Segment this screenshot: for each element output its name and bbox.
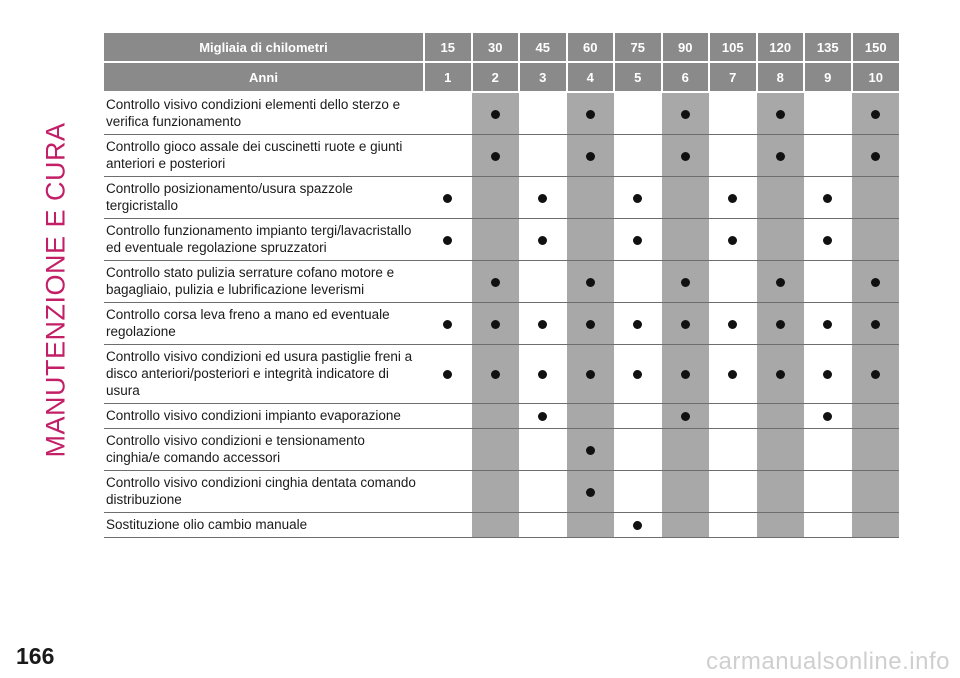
schedule-cell bbox=[709, 471, 757, 513]
schedule-cell bbox=[519, 429, 567, 471]
scheduled-mark bbox=[538, 412, 547, 421]
scheduled-mark bbox=[823, 320, 832, 329]
schedule-cell bbox=[757, 471, 805, 513]
schedule-cell bbox=[662, 92, 710, 135]
scheduled-mark bbox=[586, 488, 595, 497]
scheduled-mark bbox=[491, 110, 500, 119]
scheduled-mark bbox=[538, 194, 547, 203]
schedule-cell bbox=[519, 471, 567, 513]
schedule-cell bbox=[519, 92, 567, 135]
schedule-cell bbox=[472, 135, 520, 177]
schedule-cell bbox=[662, 345, 710, 404]
scheduled-mark bbox=[681, 412, 690, 421]
scheduled-mark bbox=[823, 370, 832, 379]
year-header-cell: 7 bbox=[709, 62, 757, 92]
operation-label: Controllo visivo condizioni cinghia dentata comando distribuzione bbox=[104, 471, 424, 513]
schedule-cell bbox=[852, 513, 900, 538]
schedule-cell bbox=[709, 404, 757, 429]
schedule-cell bbox=[804, 345, 852, 404]
scheduled-mark bbox=[776, 320, 785, 329]
scheduled-mark bbox=[633, 320, 642, 329]
year-header-cell: 4 bbox=[567, 62, 615, 92]
schedule-body bbox=[104, 92, 899, 538]
scheduled-mark bbox=[728, 370, 737, 379]
schedule-cell bbox=[804, 92, 852, 135]
schedule-cell bbox=[804, 219, 852, 261]
scheduled-mark bbox=[728, 236, 737, 245]
schedule-cell bbox=[852, 177, 900, 219]
schedule-cell bbox=[757, 177, 805, 219]
schedule-cell bbox=[709, 177, 757, 219]
schedule-cell bbox=[424, 177, 472, 219]
schedule-cell bbox=[662, 303, 710, 345]
page-number: 166 bbox=[16, 643, 55, 669]
schedule-cell bbox=[757, 513, 805, 538]
table-row bbox=[104, 429, 899, 471]
scheduled-mark bbox=[633, 521, 642, 530]
schedule-cell bbox=[567, 513, 615, 538]
km-header-cell: 105 bbox=[709, 33, 757, 62]
scheduled-mark bbox=[728, 194, 737, 203]
scheduled-mark bbox=[633, 236, 642, 245]
schedule-cell bbox=[567, 92, 615, 135]
schedule-cell bbox=[852, 404, 900, 429]
schedule-cell bbox=[472, 404, 520, 429]
table-row bbox=[104, 219, 899, 261]
schedule-cell bbox=[567, 303, 615, 345]
schedule-cell bbox=[804, 261, 852, 303]
table-row bbox=[104, 404, 899, 429]
year-header-cell: 2 bbox=[472, 62, 520, 92]
schedule-cell bbox=[614, 261, 662, 303]
scheduled-mark bbox=[586, 320, 595, 329]
schedule-cell bbox=[614, 92, 662, 135]
year-header-cell: 3 bbox=[519, 62, 567, 92]
schedule-cell bbox=[614, 429, 662, 471]
schedule-cell bbox=[424, 471, 472, 513]
schedule-cell bbox=[424, 261, 472, 303]
schedule-cell bbox=[614, 471, 662, 513]
schedule-cell bbox=[804, 429, 852, 471]
scheduled-mark bbox=[443, 194, 452, 203]
schedule-cell bbox=[567, 345, 615, 404]
table-row bbox=[104, 135, 899, 177]
km-header-cell: 150 bbox=[852, 33, 900, 62]
scheduled-mark bbox=[776, 110, 785, 119]
scheduled-mark bbox=[871, 278, 880, 287]
schedule-cell bbox=[852, 261, 900, 303]
km-header-cell: 90 bbox=[662, 33, 710, 62]
schedule-cell bbox=[472, 261, 520, 303]
schedule-cell bbox=[709, 135, 757, 177]
schedule-cell bbox=[757, 303, 805, 345]
schedule-cell bbox=[424, 303, 472, 345]
km-header-row bbox=[104, 33, 899, 62]
schedule-cell bbox=[519, 219, 567, 261]
scheduled-mark bbox=[871, 320, 880, 329]
schedule-cell bbox=[709, 261, 757, 303]
schedule-cell bbox=[424, 135, 472, 177]
scheduled-mark bbox=[633, 194, 642, 203]
table-row bbox=[104, 261, 899, 303]
schedule-cell bbox=[424, 404, 472, 429]
scheduled-mark bbox=[443, 236, 452, 245]
years-header-row bbox=[104, 62, 899, 92]
scheduled-mark bbox=[681, 370, 690, 379]
schedule-cell bbox=[614, 513, 662, 538]
schedule-cell bbox=[804, 177, 852, 219]
schedule-cell bbox=[757, 92, 805, 135]
schedule-cell bbox=[662, 471, 710, 513]
schedule-cell bbox=[614, 177, 662, 219]
schedule-cell bbox=[662, 177, 710, 219]
year-header-cell: 10 bbox=[852, 62, 900, 92]
schedule-cell bbox=[852, 345, 900, 404]
schedule-cell bbox=[757, 219, 805, 261]
km-header-cell: 15 bbox=[424, 33, 472, 62]
scheduled-mark bbox=[681, 320, 690, 329]
operation-label: Controllo visivo condizioni elementi dello sterzo e verifica funzionamento bbox=[104, 92, 424, 135]
scheduled-mark bbox=[491, 278, 500, 287]
scheduled-mark bbox=[443, 320, 452, 329]
schedule-cell bbox=[757, 261, 805, 303]
schedule-cell bbox=[567, 261, 615, 303]
schedule-cell bbox=[852, 135, 900, 177]
scheduled-mark bbox=[871, 110, 880, 119]
schedule-cell bbox=[519, 404, 567, 429]
km-header-cell: 60 bbox=[567, 33, 615, 62]
schedule-cell bbox=[614, 345, 662, 404]
operation-label: Controllo posizionamento/usura spazzole tergicristallo bbox=[104, 177, 424, 219]
scheduled-mark bbox=[538, 320, 547, 329]
schedule-cell bbox=[709, 345, 757, 404]
scheduled-mark bbox=[823, 194, 832, 203]
schedule-cell bbox=[804, 135, 852, 177]
schedule-cell bbox=[472, 219, 520, 261]
schedule-cell bbox=[852, 429, 900, 471]
scheduled-mark bbox=[491, 320, 500, 329]
scheduled-mark bbox=[681, 152, 690, 161]
schedule-cell bbox=[519, 261, 567, 303]
schedule-cell bbox=[757, 429, 805, 471]
table-row bbox=[104, 513, 899, 538]
years-header-label: Anni bbox=[104, 62, 424, 92]
schedule-cell bbox=[519, 177, 567, 219]
scheduled-mark bbox=[443, 370, 452, 379]
schedule-cell bbox=[804, 404, 852, 429]
operation-label: Sostituzione olio cambio manuale bbox=[104, 513, 424, 538]
scheduled-mark bbox=[538, 370, 547, 379]
schedule-cell bbox=[662, 219, 710, 261]
schedule-cell bbox=[567, 219, 615, 261]
schedule-cell bbox=[852, 471, 900, 513]
schedule-cell bbox=[662, 261, 710, 303]
schedule-cell bbox=[709, 513, 757, 538]
scheduled-mark bbox=[538, 236, 547, 245]
schedule-cell bbox=[472, 177, 520, 219]
watermark: carmanualsonline.info bbox=[706, 648, 950, 675]
km-header-cell: 135 bbox=[804, 33, 852, 62]
schedule-cell bbox=[424, 92, 472, 135]
scheduled-mark bbox=[776, 370, 785, 379]
scheduled-mark bbox=[586, 278, 595, 287]
schedule-cell bbox=[757, 135, 805, 177]
table-row bbox=[104, 345, 899, 404]
schedule-cell bbox=[852, 303, 900, 345]
scheduled-mark bbox=[633, 370, 642, 379]
schedule-cell bbox=[614, 135, 662, 177]
schedule-cell bbox=[424, 429, 472, 471]
schedule-cell bbox=[472, 471, 520, 513]
scheduled-mark bbox=[823, 236, 832, 245]
schedule-cell bbox=[709, 92, 757, 135]
schedule-cell bbox=[519, 513, 567, 538]
operation-label: Controllo visivo condizioni ed usura pastiglie freni a disco anteriori/posteriori e integrità indicatore di usura bbox=[104, 345, 424, 404]
table-row bbox=[104, 92, 899, 135]
km-header-cell: 75 bbox=[614, 33, 662, 62]
scheduled-mark bbox=[586, 152, 595, 161]
schedule-cell bbox=[757, 345, 805, 404]
schedule-cell bbox=[519, 135, 567, 177]
schedule-cell bbox=[424, 345, 472, 404]
schedule-cell bbox=[472, 92, 520, 135]
schedule-cell bbox=[709, 303, 757, 345]
schedule-cell bbox=[567, 429, 615, 471]
section-title-text: MANUTENZIONE E CURA bbox=[40, 122, 71, 458]
operation-label: Controllo visivo condizioni e tensionamento cinghia/e comando accessori bbox=[104, 429, 424, 471]
schedule-cell bbox=[472, 513, 520, 538]
scheduled-mark bbox=[586, 110, 595, 119]
year-header-cell: 5 bbox=[614, 62, 662, 92]
schedule-cell bbox=[852, 92, 900, 135]
maintenance-schedule-table bbox=[104, 33, 899, 538]
km-header-cell: 30 bbox=[472, 33, 520, 62]
year-header-cell: 8 bbox=[757, 62, 805, 92]
scheduled-mark bbox=[871, 152, 880, 161]
table-row bbox=[104, 303, 899, 345]
schedule-cell bbox=[662, 135, 710, 177]
schedule-cell bbox=[757, 404, 805, 429]
schedule-cell bbox=[567, 404, 615, 429]
scheduled-mark bbox=[776, 152, 785, 161]
schedule-cell bbox=[709, 219, 757, 261]
scheduled-mark bbox=[823, 412, 832, 421]
scheduled-mark bbox=[491, 370, 500, 379]
scheduled-mark bbox=[871, 370, 880, 379]
schedule-cell bbox=[852, 219, 900, 261]
schedule-cell bbox=[614, 303, 662, 345]
scheduled-mark bbox=[681, 278, 690, 287]
schedule-cell bbox=[472, 429, 520, 471]
km-header-label: Migliaia di chilometri bbox=[104, 33, 424, 62]
year-header-cell: 1 bbox=[424, 62, 472, 92]
km-header-cell: 120 bbox=[757, 33, 805, 62]
schedule-cell bbox=[662, 513, 710, 538]
schedule-cell bbox=[804, 471, 852, 513]
schedule-cell bbox=[662, 429, 710, 471]
scheduled-mark bbox=[728, 320, 737, 329]
operation-label: Controllo funzionamento impianto tergi/lavacristallo ed eventuale regolazione spruzzatori bbox=[104, 219, 424, 261]
scheduled-mark bbox=[491, 152, 500, 161]
schedule-cell bbox=[424, 219, 472, 261]
schedule-cell bbox=[614, 404, 662, 429]
schedule-cell bbox=[519, 345, 567, 404]
year-header-cell: 6 bbox=[662, 62, 710, 92]
table-row bbox=[104, 471, 899, 513]
schedule-cell bbox=[804, 513, 852, 538]
table-row bbox=[104, 177, 899, 219]
scheduled-mark bbox=[586, 446, 595, 455]
schedule-cell bbox=[709, 429, 757, 471]
schedule-cell bbox=[472, 345, 520, 404]
schedule-cell bbox=[567, 177, 615, 219]
scheduled-mark bbox=[681, 110, 690, 119]
operation-label: Controllo corsa leva freno a mano ed eventuale regolazione bbox=[104, 303, 424, 345]
scheduled-mark bbox=[586, 370, 595, 379]
schedule-cell bbox=[614, 219, 662, 261]
schedule-cell bbox=[804, 303, 852, 345]
year-header-cell: 9 bbox=[804, 62, 852, 92]
operation-label: Controllo visivo condizioni impianto evaporazione bbox=[104, 404, 424, 429]
schedule-cell bbox=[567, 471, 615, 513]
schedule-cell bbox=[567, 135, 615, 177]
km-header-cell: 45 bbox=[519, 33, 567, 62]
operation-label: Controllo gioco assale dei cuscinetti ruote e giunti anteriori e posteriori bbox=[104, 135, 424, 177]
schedule-cell bbox=[519, 303, 567, 345]
scheduled-mark bbox=[776, 278, 785, 287]
schedule-cell bbox=[472, 303, 520, 345]
operation-label: Controllo stato pulizia serrature cofano motore e bagagliaio, pulizia e lubrificazione leverismi bbox=[104, 261, 424, 303]
schedule-cell bbox=[662, 404, 710, 429]
schedule-cell bbox=[424, 513, 472, 538]
